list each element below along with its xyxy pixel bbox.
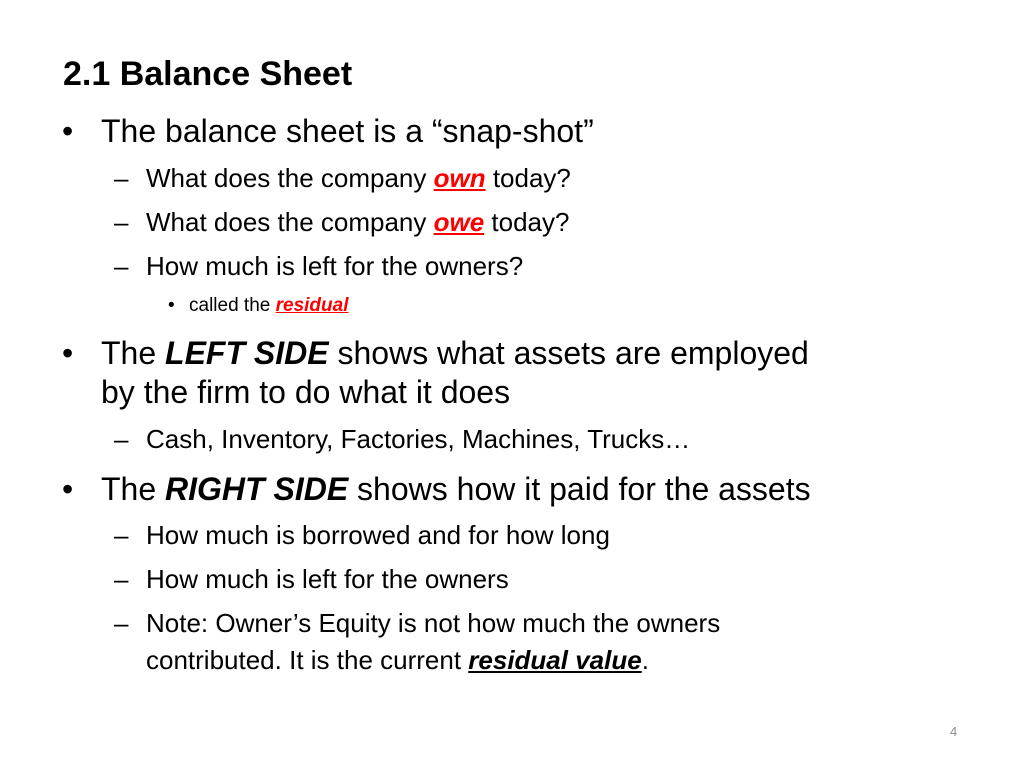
sub-bullet-text: How much is left for the owners (146, 564, 509, 594)
bullet-text: by the firm to do what it does (101, 374, 511, 410)
sub-bullet-text: today? (485, 163, 571, 193)
page-number: 4 (950, 724, 958, 739)
emphasis-residual-value: residual value (468, 645, 642, 675)
bullet-text: The (101, 335, 166, 371)
sub-bullet-text: How much is left for the owners? (146, 251, 524, 281)
bullet-marker: • (62, 113, 74, 149)
dash-marker: – (114, 251, 129, 281)
sub-bullet-owe (146, 207, 569, 237)
dash-marker: – (114, 424, 129, 454)
sub-bullet-note-continuation (146, 645, 649, 675)
bullet-text: The (101, 471, 166, 507)
sub-bullet-text: today? (484, 207, 570, 237)
dash-marker: – (114, 163, 129, 193)
dash-marker: – (114, 520, 129, 550)
sub-bullet-left-for-owners-2 (146, 564, 509, 594)
bullet-text: shows how it paid for the assets (348, 471, 811, 507)
bullet-right-side (101, 471, 811, 507)
sub-bullet-text: . (641, 645, 649, 675)
emphasis-owe: owe (433, 207, 485, 237)
sub-bullet-text: How much is borrowed and for how long (146, 520, 610, 550)
dash-marker: – (114, 207, 129, 237)
emphasis-own: own (433, 163, 486, 193)
sub-bullet-text: What does the company (146, 207, 434, 237)
bullet-snapshot (101, 113, 594, 149)
bullet-marker: • (168, 295, 175, 316)
bullet-left-side-continuation (101, 374, 510, 410)
sub-bullet-borrowed (146, 520, 610, 550)
sub-bullet-text: Note: Owner’s Equity is not how much the owners (146, 608, 721, 638)
emphasis-right-side: RIGHT SIDE (165, 471, 349, 507)
dash-marker: – (114, 608, 129, 638)
sub-bullet-text: What does the company (146, 163, 434, 193)
dash-marker: – (114, 564, 129, 594)
sub-sub-bullet-residual (189, 295, 349, 317)
bullet-marker: • (62, 471, 74, 507)
sub-bullet-text: contributed. It is the current (146, 645, 469, 675)
sub-bullet-left-for-owners (146, 251, 523, 281)
bullet-text: The balance sheet is a “snap-shot” (101, 113, 594, 149)
bullet-text: shows what assets are employed (328, 335, 809, 371)
sub-bullet-assets-list (146, 424, 690, 454)
sub-sub-bullet-text: called the (189, 295, 276, 316)
bullet-marker: • (62, 335, 74, 371)
sub-bullet-note (146, 608, 720, 638)
emphasis-left-side: LEFT SIDE (165, 335, 329, 371)
sub-bullet-own (146, 163, 571, 193)
bullet-left-side (101, 335, 809, 371)
slide-title: 2.1 Balance Sheet (63, 55, 353, 93)
sub-bullet-text: Cash, Inventory, Factories, Machines, Trucks… (146, 424, 691, 454)
emphasis-residual: residual (275, 295, 349, 316)
